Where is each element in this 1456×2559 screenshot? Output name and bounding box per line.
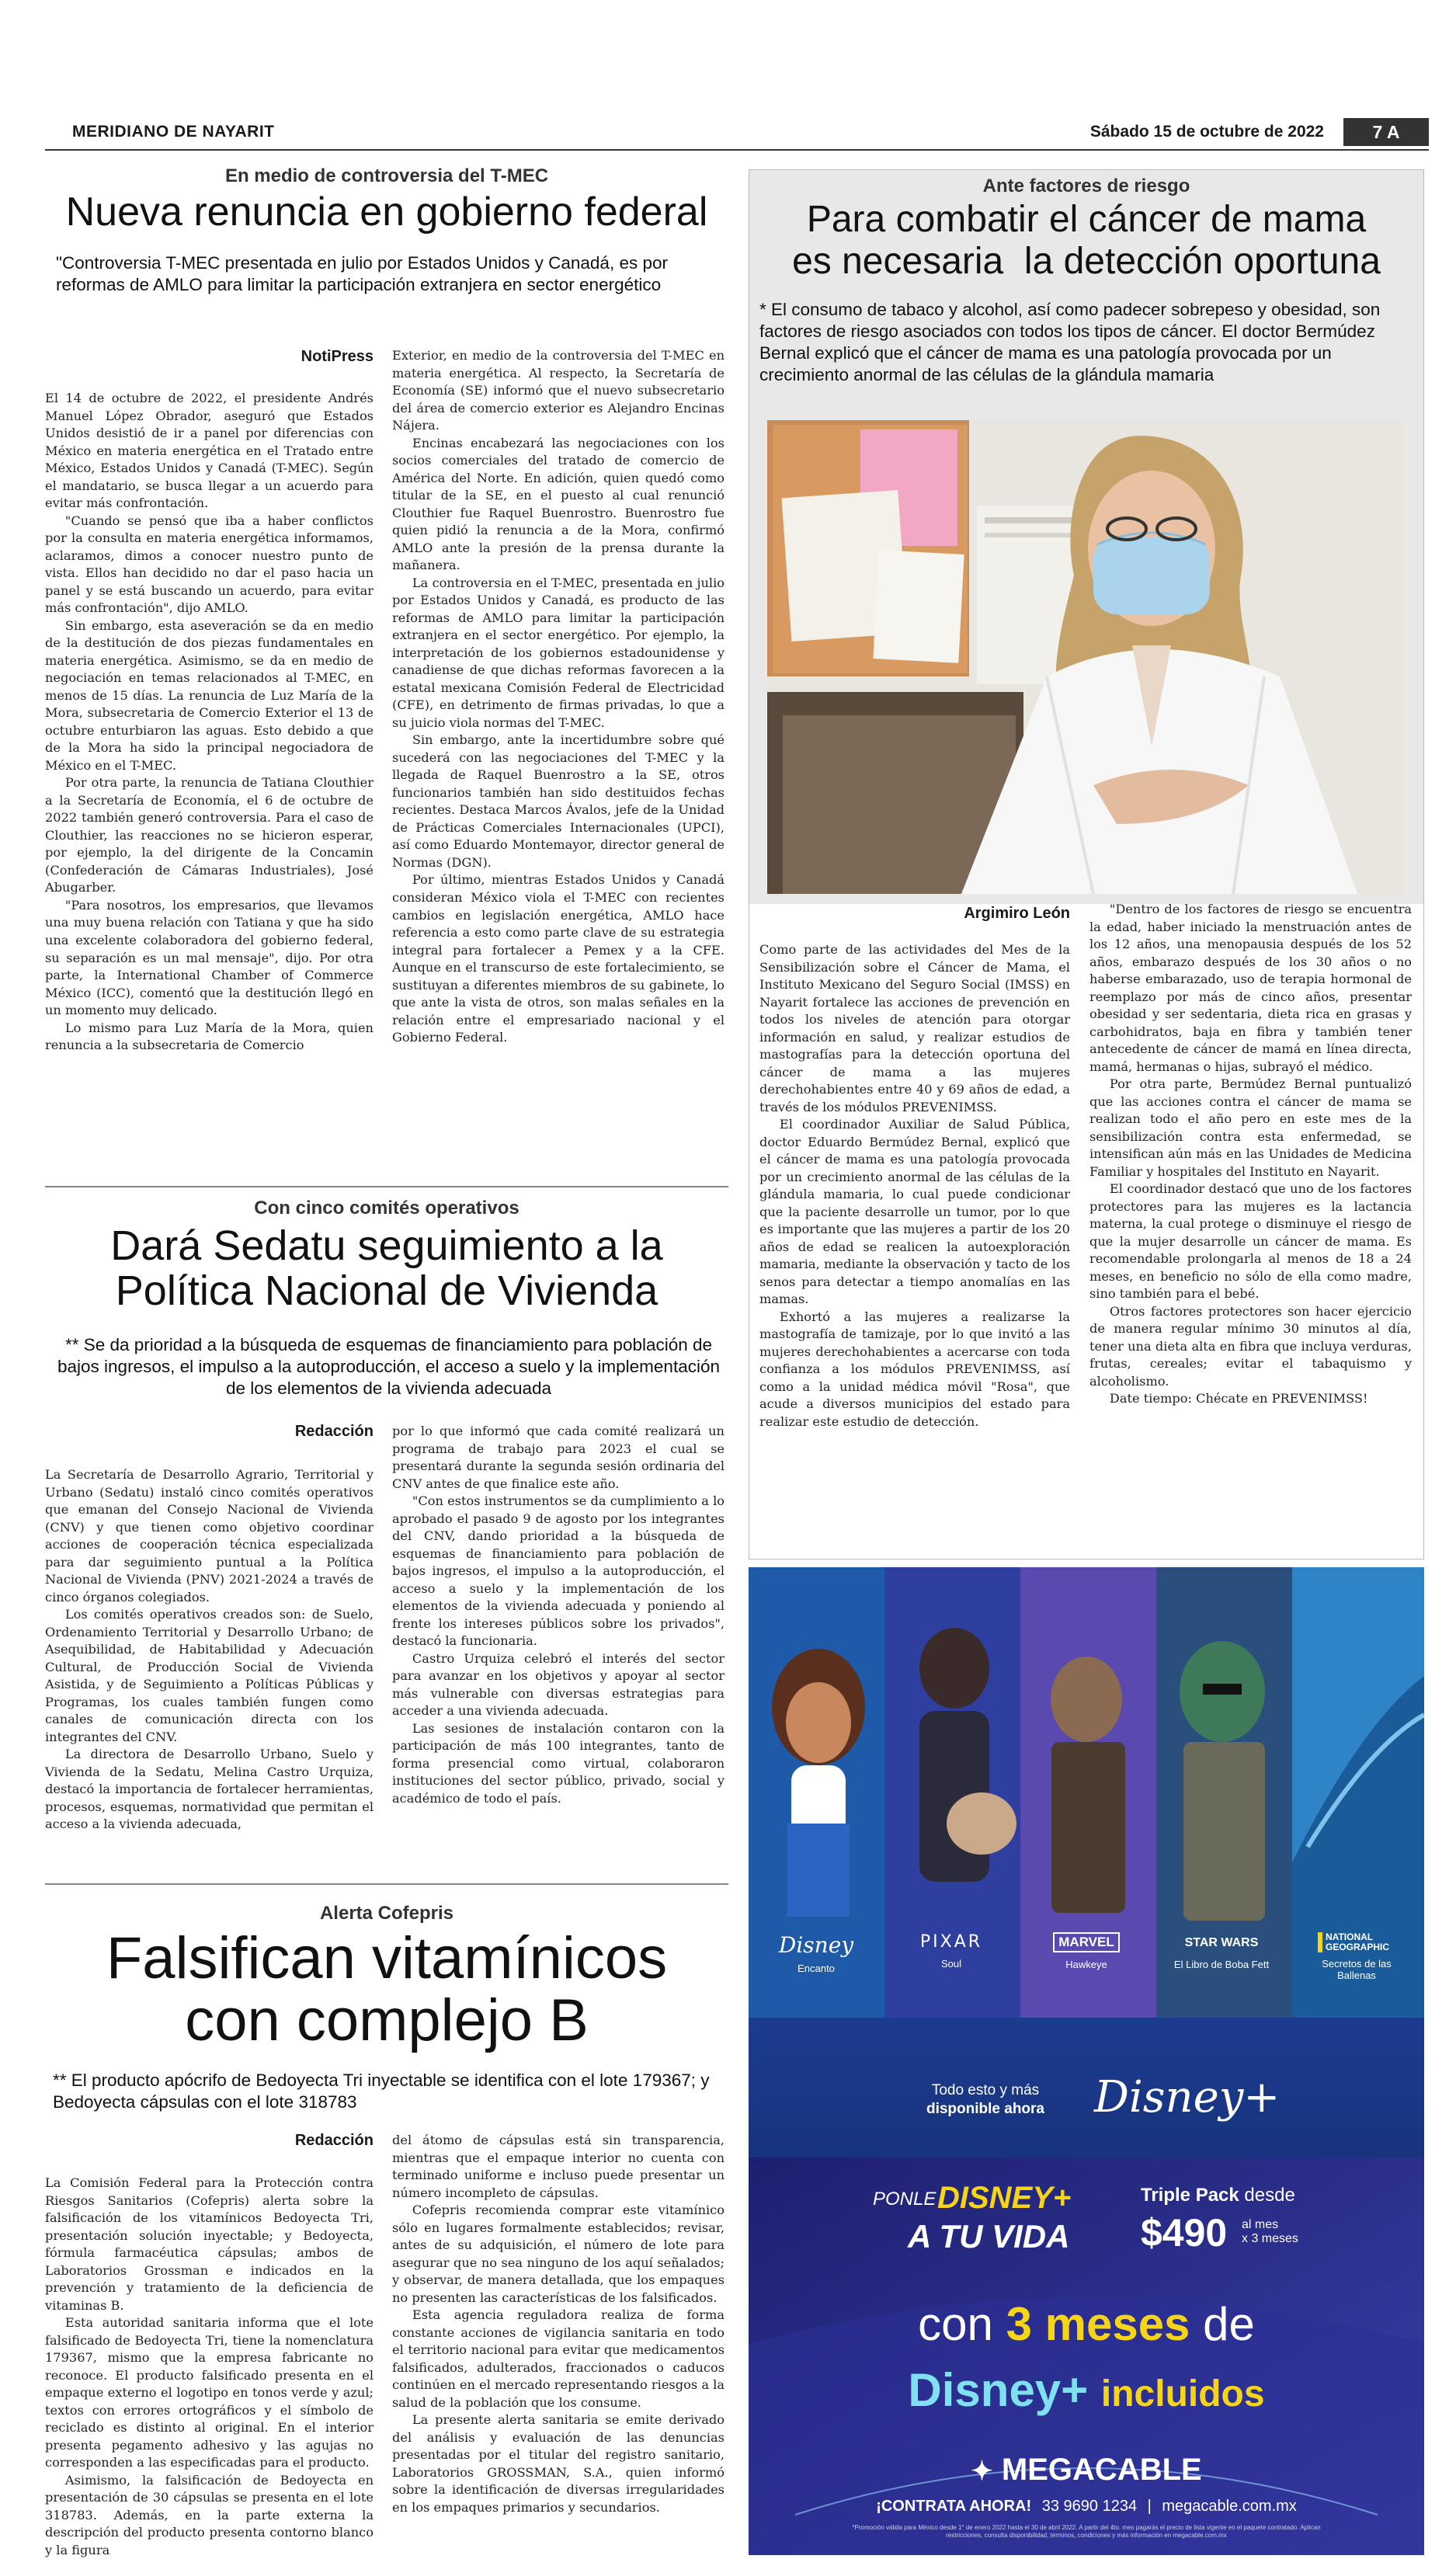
disney-megacable-ad[interactable]: [749, 1567, 1424, 2555]
doctor-photo: [767, 420, 1406, 894]
promo-incluidos: incluidos: [1100, 2373, 1265, 2415]
paragraph: La Comisión Federal para la Protección contra Riesgos Sanitarios (Cofepris) alerta sobre la falsificación de los vitamínicos Bedoyecta Tri, presentación solución inyectable; y Bedoyecta, fórmula farmacéutica cápsulas; ambos de Laboratorios Grossman e indicados en la prevención y tratamiento de la deficiencia de vitaminas B.: [45, 2175, 374, 2313]
paragraph: Cofepris recomienda comprar este vitamínico sólo en lugares formalmente establecidos; revisar, antes de su adquisición, el número de lote para asegurar que no sea ninguno de los aquí señalados; y observar, de manera detallada, que los empaques no presenten las características de los falsificados.: [392, 2203, 725, 2305]
article3-headline-line2: con complejo B: [185, 1987, 589, 2053]
article4-headline: [749, 199, 1424, 283]
paragraph: Exhortó a las mujeres a realizarse la mastografía de tamizaje, por lo que invitó a las mujeres derechohabientes a acercarse con toda confianza a los módulos PREVENIMSS, así como a la unidad médica móvil "Rosa", que acude a diversos municipios del estado para realizar este estudio de detección.: [759, 1309, 1070, 1429]
article4-byline: Argimiro León: [964, 905, 1070, 922]
paragraph: El coordinador Auxiliar de Salud Pública, doctor Eduardo Bermúdez Bernal, explicó que el cáncer de mama es una patología provocada por un crecimiento anormal de las células de la glándula mamaria, lo cual puede condicionar que la paciente desarrolle un tumor, por lo que es importante que las mujeres a partir de los 20 años de edad se realicen la autoexploración mamaria, mediante la observación y tacto de los senos para detectar a tiempo anomalías en las mamas.: [759, 1117, 1070, 1307]
brand-logo: Disney: [778, 1932, 854, 1958]
paragraph: del átomo de cápsulas está sin transparencia, mientras que el empaque interior no cuenta con terminado uniforme e incluso puede presentar un número incompleto de cápsulas.: [392, 2133, 725, 2200]
brand-logo: STAR WARS: [1184, 1936, 1259, 1949]
article1-deck: "Controversia T-MEC presentada en julio por Estados Unidos y Canadá, es por reformas de AMLO para limitar la participación extranjera en sector energético: [56, 253, 668, 295]
newspaper-name: MERIDIANO DE NAYARIT: [72, 123, 275, 141]
paragraph: Por otra parte, la renuncia de Tatiana Clouthier a la Secretaría de Economía, el 6 de octubre de 2022 también generó controversia. Para el caso de Clouthier, las reacciones no se hicieron esperar, por ejemplo, la del dirigente de la Concamin (Confederación de Cámaras Industriales), José Abugarber.: [45, 775, 374, 895]
paragraph: Castro Urquiza celebró el interés del sector para avanzar en los objetivos y apoyar al sector más vulnerable con diversas estrategias para acceder a una vivienda adecuada.: [392, 1650, 725, 1719]
megacable-name: MEGACABLE: [1001, 2453, 1202, 2487]
article4-headline-line1: Para combatir el cáncer de mama: [806, 199, 1367, 240]
paragraph: La presente alerta sanitaria se emite derivado del análisis y evaluación de las denuncias presentadas por el titular del registro sanitario, Laboratorios GROSSMAN, S.A., quien informó sobre la identificación de diversas irregularidades en los empaques primarios y secundarios.: [392, 2412, 725, 2515]
triple-pack-desde: desde: [1244, 2185, 1295, 2206]
brand-title: Secretos de las Ballenas: [1322, 1958, 1392, 1982]
section-divider: [45, 1186, 728, 1187]
issue-date: Sábado 15 de octubre de 2022: [1089, 123, 1324, 141]
contrata-label: ¡CONTRATA AHORA!: [876, 2498, 1032, 2515]
contact-phone[interactable]: 33 9690 1234: [1041, 2498, 1138, 2515]
contact-line[interactable]: ¡CONTRATA AHORA! 33 9690 1234 | megacable.com.mx: [876, 2498, 1297, 2515]
paragraph: Esta autoridad sanitaria informa que el lote falsificado de Bedoyecta Tri, tiene la nomenclatura 179367, mismo que la empresa fabricante no reconoce. El producto falsificado presenta en el empaque externo el logotipo en tonos verde y azul; textos con errores ortográficos y el símbolo de reciclado es distinto al original. En el interior presenta pegamento adhesivo y las agujas no corresponden a las especificadas para el producto.: [45, 2315, 374, 2470]
article4-headline-line2: es necesaria la detección oportuna: [792, 240, 1381, 282]
ad-tagline: [908, 2081, 1063, 2119]
paragraph: Esta agencia reguladora realiza de forma constante acciones de vigilancia sanitaria en todo el territorio nacional para evitar que medicamentos falsificados, adulterados, fraccionados o caducos continúen en el mercado representando riesgos a la salud de la población que los consume.: [392, 2307, 725, 2410]
brand-logo: MARVEL: [1053, 1932, 1119, 1952]
article1-column-2: [392, 347, 725, 1047]
paragraph: La controversia en el T-MEC, presentada en julio por Estados Unidos y Canadá, es producto de las reformas de AMLO para limitar la participación extranjera en el sector energético. Por ejemplo, la interpretación de los gobiernos estadounidense y canadiense de que dichas reformas favorecen a la estatal mexicana Comisión Federal de Electricidad (CFE), en detrimento de firmas privadas, lo que a su juicio viola normas del T-MEC.: [392, 575, 725, 730]
paragraph: Como parte de las actividades del Mes de la Sensibilización sobre el Cáncer de Mama, el Instituto Mexicano del Seguro Social (IMSS) en Nayarit fortalece las acciones de prevención en todos los niveles de atención para otorgar información en salud, y realizar estudios de mastografías para la detección oportuna del cáncer de mama a las mujeres derechohabientes entre 40 y 69 años de edad, a través de los módulos PREVENIMSS.: [759, 942, 1070, 1114]
paragraph: Lo mismo para Luz María de la Mora, quien renuncia a la subsecretaria de Comercio: [45, 1020, 374, 1053]
page-number: 7 A: [1343, 118, 1429, 146]
article3-byline: Redacción: [294, 2132, 374, 2149]
paragraph: Date tiempo: Chécate en PREVENIMSS!: [1109, 1391, 1368, 1406]
brand-title: Soul: [940, 1958, 962, 1970]
paragraph: "Dentro de los factores de riesgo se encuentra la edad, haber iniciado la menstruación antes de los 12 años, una menopausia después de los 52 años, embarazo después de los 30 años o no haberse embarazado, uso de terapia hormonal de reemplazo por más de cinco años, presentar obesidad y ser sedentaria, dieta rica en grasas y carbohidratos, baja en fibra y también tener antecedente de cáncer de mamá en línea directa, mamá, hermanas o hijas, subrayó el médico.: [1089, 902, 1412, 1074]
megacable-icon: ✦: [971, 2456, 993, 2486]
brand-tile[interactable]: [1154, 1932, 1289, 2010]
brand-logo: PIXAR: [919, 1932, 983, 1952]
article4-column-2: [1089, 901, 1412, 1408]
promo-three-months: [749, 2297, 1424, 2351]
article3-column-1: [45, 2175, 374, 2559]
paragraph: La Secretaría de Desarrollo Agrario, Territorial y Urbano (Sedatu) instaló cinco comités operativos que emanan del Consejo Nacional de Vivienda (CNV) y que tienen como objetivo coordinar acciones de cooperación técnica especializada para dar seguimiento puntual a la Política Nacional de Vivienda (PNV) 2021-2024 a través de cinco órganos colegiados.: [45, 1467, 374, 1605]
paragraph: Por otra parte, Bermúdez Bernal puntualizó que las acciones contra el cáncer de mama se realizan todo el año pero en este mes de la sensibilización contra esta enfermedad, se intensifican aún más en las Unidades de Medicina Familiar y hospitales del Instituto en Nayarit.: [1089, 1076, 1412, 1179]
triple-pack-title: Triple Pack: [1141, 2185, 1239, 2206]
promo-con: con: [918, 2298, 993, 2350]
brand-tile[interactable]: [884, 1932, 1019, 2010]
article1-kicker: En medio de controversia del T-MEC: [224, 165, 549, 186]
masthead: [45, 118, 1429, 151]
price-note-line2: x 3 meses: [1242, 2231, 1298, 2245]
article4-deck: * El consumo de tabaco y alcohol, así como padecer sobrepeso y obesidad, son factores de riesgo asociados con todos los tipos de cáncer. El doctor Bermúdez Bernal explicó que el cáncer de mama es una patología provocada por un crecimiento anormal de las células de la glándula mamaria: [759, 300, 1381, 385]
article2-byline: Redacción: [294, 1423, 374, 1440]
article3-kicker: Alerta Cofepris: [319, 1903, 454, 1924]
paragraph: Sin embargo, ante la incertidumbre sobre qué sucederá con las negociaciones del T-MEC y la llegada de Raquel Buenrostro a la SE, otros funcionarios también han sido destituidos fechas recientes. Destaca Marcos Ávalos, jefe de la Unidad de Prácticas Comerciales Internacionales (UPCI), así como Eduardo Montemayor, director general de Normas (DGN).: [392, 732, 725, 870]
paragraph: "Cuando se pensó que iba a haber conflictos por la consulta en materia energética informamos, aclaramos, dimos a conocer nuestro punto de vista. Ellos han decidido no dar el paso hacia un panel y se está buscando un acuerdo, para evitar más confrontación", dijo AMLO.: [45, 513, 374, 616]
article1-column-1: [45, 390, 374, 1055]
tagline-line2: disponible ahora: [926, 2100, 1045, 2117]
paragraph: Los comités operativos creados son: de Suelo, Ordenamiento Territorial y Desarrollo Urbano; de Asequibilidad, de Habitabilidad y Adecuación Cultural, de Producción Social de Vivienda Asistida, y de Seguimiento a Políticas Públicas y Programas, los cuales también fungen como canales de comunicación directa con los integrantes del CNV.: [45, 1607, 374, 1744]
brand-tile[interactable]: [1289, 1932, 1424, 2010]
promo-de: de: [1203, 2298, 1255, 2350]
promo-disney-plus: Disney+: [908, 2364, 1089, 2416]
paragraph: Sin embargo, esta aseveración se da en medio de la destitución de dos piezas fundamentales en materia energética. Asimismo, se da en medio de negociación en temas relacionados al T-MEC, en menos de 15 días. La renuncia de Luz María de la Mora, subsecretaria de Comercio Exterior el 13 de octubre enturbiaron las aguas. Esto debido a que de la Mora ha sido la principal negociadora de México en el T-MEC.: [45, 617, 374, 773]
paragraph: Otros factores protectores son hacer ejercicio de manera regular mínimo 30 minutos al día, tener una dieta alta en fibra que incluya verduras, frutas, cereales; evitar el tabaquismo y alcoholismo.: [1089, 1303, 1412, 1389]
article2-headline: Dará Sedatu seguimiento a la Política Nacional de Vivienda: [110, 1222, 663, 1315]
section-divider: [45, 1883, 728, 1885]
promo-tres-meses: 3 meses: [1006, 2298, 1190, 2350]
price: $490: [1141, 2211, 1228, 2255]
ad-fine-print: *Promoción válida para México desde 1° de enero 2022 hasta el 30 de abril 2022. A partir del 4to. mes pagarás el precio de lista vigente en el paquete contratado. Aplican restricciones, consulta disponibilidad, términos, condiciones y más información en megacable.com.mx: [852, 2524, 1321, 2540]
paragraph: por lo que informó que cada comité realizará un programa de trabajo para 2023 el cual se presentará durante la segunda sesión ordinaria del CNV antes de que finalice este año.: [392, 1424, 725, 1491]
paragraph: Exterior, en medio de la controversia del T-MEC en materia energética. Al respecto, la Secretaría de Economía (SE) informó que el nuevo subsecretario del área de comercio exterior es Alejandro Encinas Nájera.: [392, 348, 725, 433]
brand-tile[interactable]: [1019, 1932, 1154, 2010]
brand-title: El Libro de Boba Fett: [1173, 1959, 1270, 1970]
paragraph: Asimismo, la falsificación de Bedoyecta en presentación de 30 cápsulas se presenta en el lote 318783. Además, en la parte externa la descripción del producto presenta contorno blanco y la figura: [45, 2472, 374, 2557]
paragraph: Las sesiones de instalación contaron con la participación de más 100 integrantes, tanto de forma presencial como virtual, colaboraron instituciones del sector público, privado, social y académico de todo el país.: [392, 1720, 725, 1806]
disney-plus-logo: Disney+: [1094, 2072, 1281, 2123]
article1-headline: Nueva renuncia en gobierno federal: [65, 189, 708, 235]
price-note: [1242, 2218, 1298, 2245]
tagline-line1: Todo esto y más: [931, 2082, 1040, 2098]
article4-column-1: [759, 941, 1070, 1431]
paragraph: El 14 de octubre de 2022, el presidente Andrés Manuel López Obrador, aseguró que Estados Unidos desistió de ir a panel por diferencias con México en materia energética en el Tratado entre México, Estados Unidos y Canadá (T-MEC). Según el mandatario, se busca llegar a un acuerdo para evitar más confrontación.: [45, 391, 374, 511]
paragraph: "Con estos instrumentos se da cumplimiento a lo aprobado el pasado 9 de agosto por los integrantes del CNV, dando prioridad a la búsqueda de esquemas de financiamiento para población de bajos ingresos, el impulso a la autoproducción, el acceso a suelo y la implementación de los elementos de la vivienda adecuada y poniendo al frente los intereses públicos sobre los privados", destacó la funcionaria.: [392, 1493, 725, 1649]
article2-column-2: [392, 1423, 725, 1807]
paragraph: El coordinador destacó que uno de los factores protectores para las mujeres es la lactancia materna, la cual protege o disminuye el riesgo de que la mujer desarrolle un cáncer de mama. Es recomendable prolongarla al menos de 18 a 24 meses, en beneficio no sólo de ella como madre, sino también para el bebé.: [1089, 1181, 1412, 1302]
article2-column-1: [45, 1466, 374, 1834]
paragraph: La directora de Desarrollo Urbano, Suelo y Vivienda de la Sedatu, Melina Castro Urquiza, destacó la importancia de fortalecer herramientas, procesos, esquemas, normatividad que permitan el acceso a la vivienda adecuada,: [45, 1747, 374, 1832]
paragraph: Por último, mientras Estados Unidos y Canadá consideran México viola el T-MEC con recientes cambios en legislación energética, AMLO hace referencia a esto como parte clave de su estrategia integral para fortalecer a Pemex y a la CFE. Aunque en el transcurso de este fortalecimiento, se sustituyan a diferentes miembros de su gabinete, lo que ante la vista de otros, son malas señales en la relación entre el empresariado nacional y el Gobierno Federal.: [392, 872, 725, 1045]
article1-byline: NotiPress: [301, 348, 374, 365]
paragraph: "Para nosotros, los empresarios, que llevamos una muy buena relación con Tatiana y que ha sido una excelente colaboradora del gobierno federal, su separación es un mal mensaje", dijo. Por otra parte, la International Chamber of Commerce México (ICC), comentó que la destitución llegó en un momento muy delicado.: [45, 897, 374, 1018]
promo-ponle: PONLE: [873, 2189, 936, 2210]
article4-kicker: Ante factores de riesgo: [982, 176, 1190, 196]
article3-headline-line1: Falsifican vitamínicos: [106, 1925, 668, 1991]
article3-column-2: [392, 2132, 725, 2516]
article3-headline: [45, 1925, 728, 2053]
article2-deck: ** Se da prioridad a la búsqueda de esquemas de financiamiento para población de bajos ingresos, el impulso a la autoproducción, el acceso a suelo y la implementación de los elementos de la vivienda adecuada: [57, 1335, 720, 1399]
promo-disney-incluidos: [749, 2363, 1424, 2417]
brand-logo: NATIONAL GEOGRAPHIC: [1318, 1932, 1395, 1952]
ad-brand-row: [749, 1932, 1424, 2010]
paragraph: Encinas encabezará las negociaciones con los socios comerciales del tratado de comercio de América del Norte. En adición, quien quedó como titular de la SE, en el puesto al cual renunció Clouthier fue Raquel Buenrostro. Buenrostro fue quien pidió la renuncia a de la Mora, confirmó AMLO ante la presión de la prensa durante la mañanera.: [392, 435, 725, 573]
triple-pack-label: [1141, 2185, 1295, 2206]
brand-title: Hawkeye: [1065, 1959, 1107, 1970]
contact-url[interactable]: megacable.com.mx: [1162, 2498, 1297, 2515]
article2-kicker: Con cinco comités operativos: [254, 1198, 520, 1219]
price-note-line1: al mes: [1242, 2218, 1279, 2231]
megacable-logo: [749, 2453, 1424, 2488]
promo-a-tu-vida: A TU VIDA: [908, 2218, 1070, 2255]
promo-disney-caps: DISNEY+: [937, 2181, 1072, 2215]
article3-deck: ** El producto apócrifo de Bedoyecta Tri inyectable se identifica con el lote 179367; y Bedoyecta cápsulas con el lote 318783: [53, 2070, 710, 2112]
brand-title: Encanto: [797, 1963, 835, 1974]
brand-tile[interactable]: [749, 1932, 884, 2010]
